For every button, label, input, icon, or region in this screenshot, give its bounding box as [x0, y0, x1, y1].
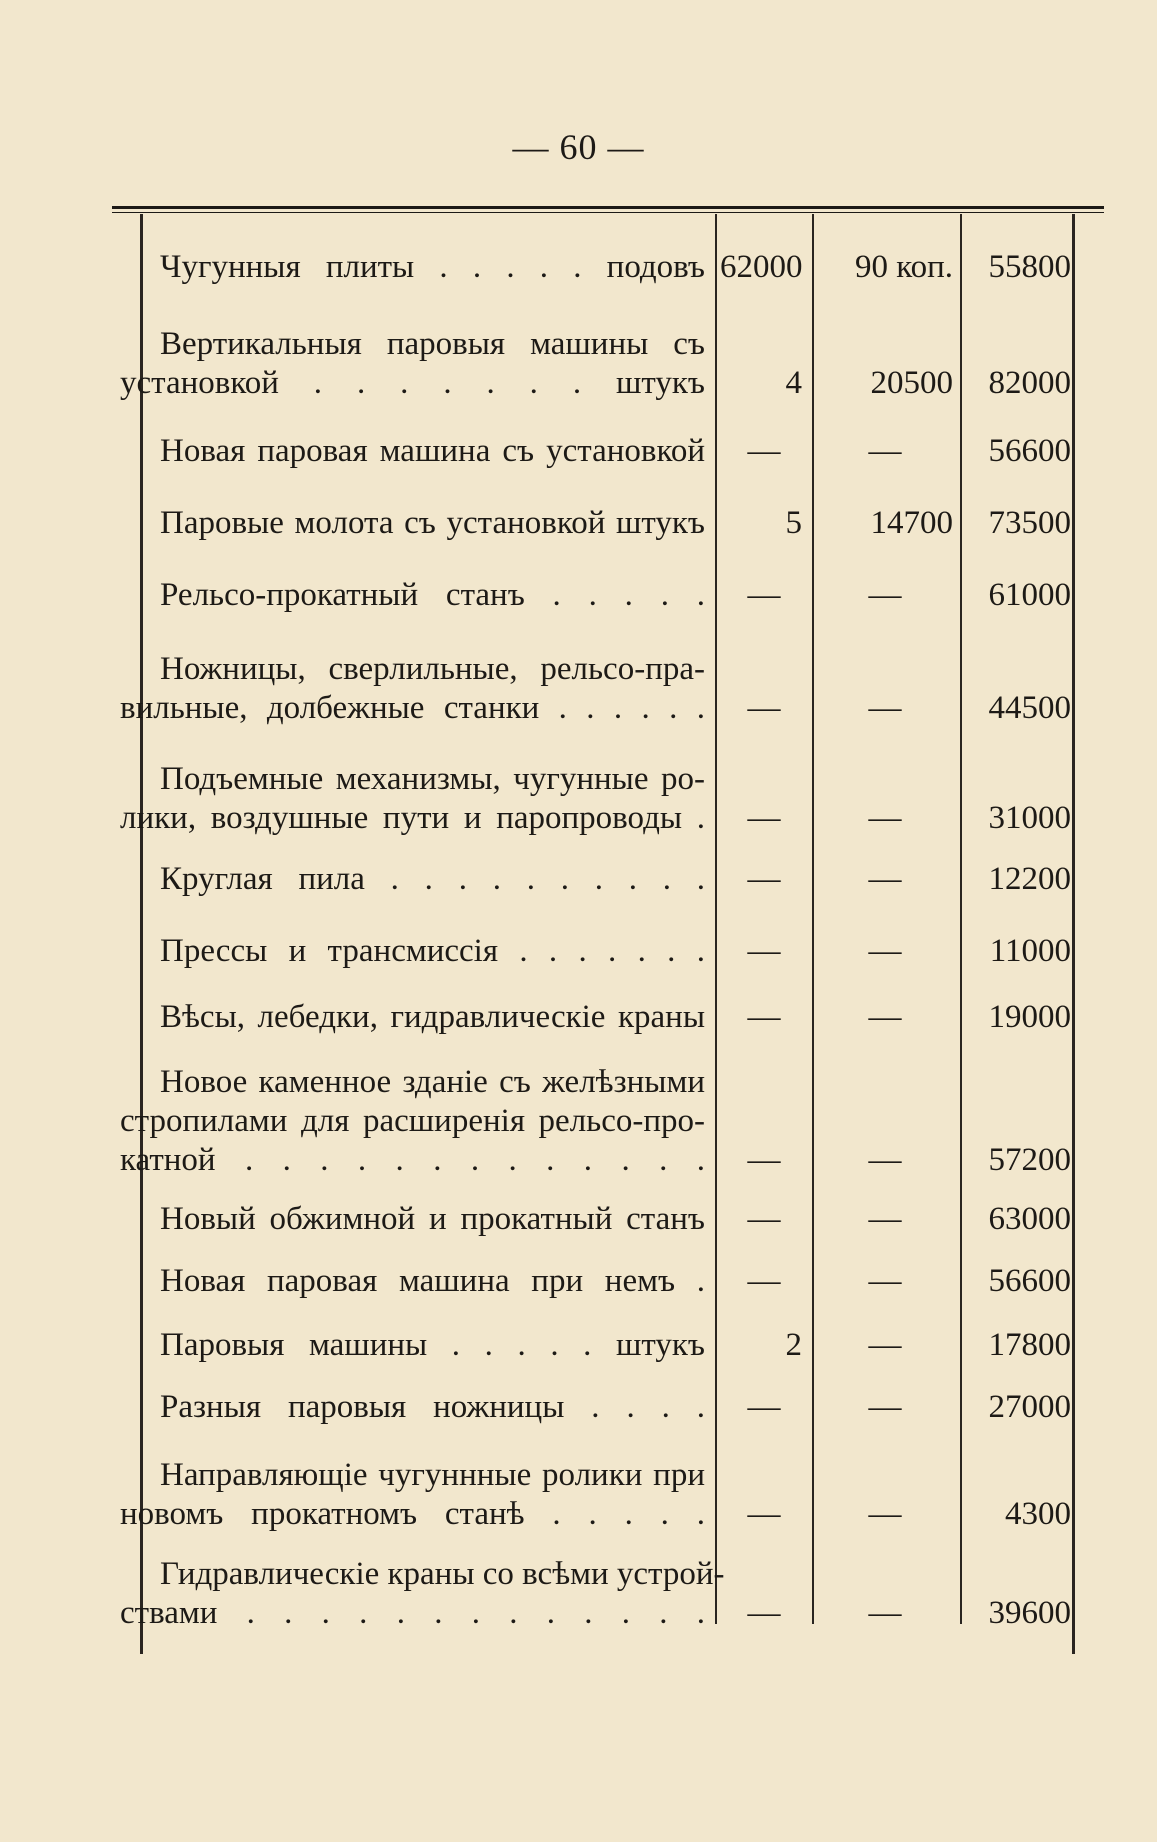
item-price: — [868, 1595, 902, 1631]
description-line: Разныя паровыя ножницы . . . . [160, 1389, 705, 1425]
description-line: Рельсо-прокатный станъ . . . . . [160, 577, 705, 613]
item-description [120, 1555, 725, 1633]
item-total: 56600 [988, 1263, 1071, 1299]
item-total: 63000 [988, 1201, 1071, 1237]
item-total: 73500 [988, 505, 1071, 541]
item-quantity: — [747, 1496, 781, 1532]
description-line: Новая паровая машина съ установкой [160, 433, 705, 469]
item-total: 4300 [1005, 1496, 1071, 1532]
item-total: 11000 [989, 933, 1071, 969]
page-number: — 60 — [512, 127, 645, 167]
description-line: Паровыя машины . . . . . штукъ [160, 1327, 705, 1363]
description-line: Ножницы, сверлильные, рельсо-пра- [160, 651, 705, 687]
item-quantity: 5 [785, 505, 802, 541]
column-divider-right [1072, 214, 1075, 1654]
item-price: — [868, 690, 902, 726]
item-price: — [868, 861, 902, 897]
description-line: Гидравлическіе краны со всѣми устрой- [160, 1556, 725, 1592]
column-divider-total [960, 214, 962, 1624]
item-quantity: — [747, 433, 781, 469]
item-quantity: — [747, 933, 781, 969]
item-price: — [868, 999, 902, 1035]
description-line: лики, воздушные пути и паропроводы . [120, 800, 705, 836]
item-total: 31000 [988, 800, 1071, 836]
item-quantity: — [747, 577, 781, 613]
description-line: ствами . . . . . . . . . . . . . [120, 1595, 705, 1631]
header-rule [112, 206, 1104, 209]
item-price: — [868, 577, 902, 613]
description-line: вильные, долбежные станки . . . . . . [120, 690, 705, 726]
item-description [120, 1388, 705, 1427]
item-price: — [868, 1327, 902, 1363]
item-price: — [868, 1201, 902, 1237]
description-line: новомъ прокатномъ станѣ . . . . . [120, 1496, 705, 1532]
item-total: 27000 [988, 1389, 1071, 1425]
description-line: Вѣсы, лебедки, гидравлическіе краны [160, 999, 705, 1035]
item-total: 17800 [988, 1327, 1071, 1363]
item-price: — [868, 1142, 902, 1178]
item-total: 19000 [988, 999, 1071, 1035]
item-total: 39600 [988, 1595, 1071, 1631]
item-description [120, 325, 705, 403]
item-description [120, 1456, 705, 1534]
item-description [120, 1326, 705, 1365]
item-total: 44500 [988, 690, 1071, 726]
item-quantity: — [747, 1595, 781, 1631]
item-description [120, 248, 705, 287]
item-description [120, 576, 705, 615]
description-line: стропилами для расширенія рельсо-про- [120, 1103, 705, 1139]
item-quantity: — [747, 999, 781, 1035]
description-line: Подъемные механизмы, чугунные ро- [160, 761, 705, 797]
item-quantity: — [747, 1389, 781, 1425]
item-quantity: — [747, 1201, 781, 1237]
item-quantity: 4 [785, 365, 802, 401]
item-quantity: — [747, 800, 781, 836]
item-price: — [868, 1389, 902, 1425]
item-quantity: — [747, 1142, 781, 1178]
header-rule-thin [112, 212, 1104, 213]
item-description [120, 504, 705, 543]
item-quantity: 62000 [720, 249, 803, 285]
item-total: 57200 [988, 1142, 1071, 1178]
item-description [120, 860, 705, 899]
item-quantity: — [747, 861, 781, 897]
item-price: — [868, 1496, 902, 1532]
item-price: — [868, 933, 902, 969]
column-divider-price [812, 214, 814, 1624]
item-total: 61000 [988, 577, 1071, 613]
item-description [120, 1200, 705, 1239]
description-line: Направляющіе чугуннные ролики при [160, 1457, 705, 1493]
item-price: — [868, 433, 902, 469]
description-line: Круглая пила . . . . . . . . . . [160, 861, 705, 897]
item-price: — [868, 1263, 902, 1299]
item-description [120, 1262, 705, 1301]
column-divider-quantity [715, 214, 717, 1624]
item-quantity: — [747, 1263, 781, 1299]
item-price: 20500 [870, 365, 953, 401]
description-line: Новое каменное зданіе съ желѣзными [160, 1064, 705, 1100]
description-line: Чугунныя плиты . . . . . подовъ [160, 249, 705, 285]
item-total: 82000 [988, 365, 1071, 401]
item-description [120, 932, 705, 971]
description-line: Новая паровая машина при немъ . [160, 1263, 705, 1299]
description-line: Вертикальныя паровыя машины съ [160, 326, 705, 362]
item-description [120, 760, 705, 838]
item-quantity: — [747, 690, 781, 726]
item-quantity: 2 [785, 1327, 802, 1363]
description-line: Новый обжимной и прокатный станъ [160, 1201, 705, 1237]
description-line: катной . . . . . . . . . . . . . [120, 1142, 705, 1178]
item-total: 55800 [988, 249, 1071, 285]
description-line: Паровые молота съ установкой штукъ [160, 505, 705, 541]
item-total: 12200 [988, 861, 1071, 897]
item-price: 90 коп. [854, 249, 953, 285]
item-description [120, 998, 705, 1037]
item-price: — [868, 800, 902, 836]
description-line: установкой . . . . . . . штукъ [120, 365, 705, 401]
item-total: 56600 [988, 433, 1071, 469]
description-line: Прессы и трансмиссія . . . . . . . [160, 933, 705, 969]
item-description [120, 432, 705, 471]
item-price: 14700 [870, 505, 953, 541]
item-description [120, 1063, 705, 1180]
item-description [120, 650, 705, 728]
